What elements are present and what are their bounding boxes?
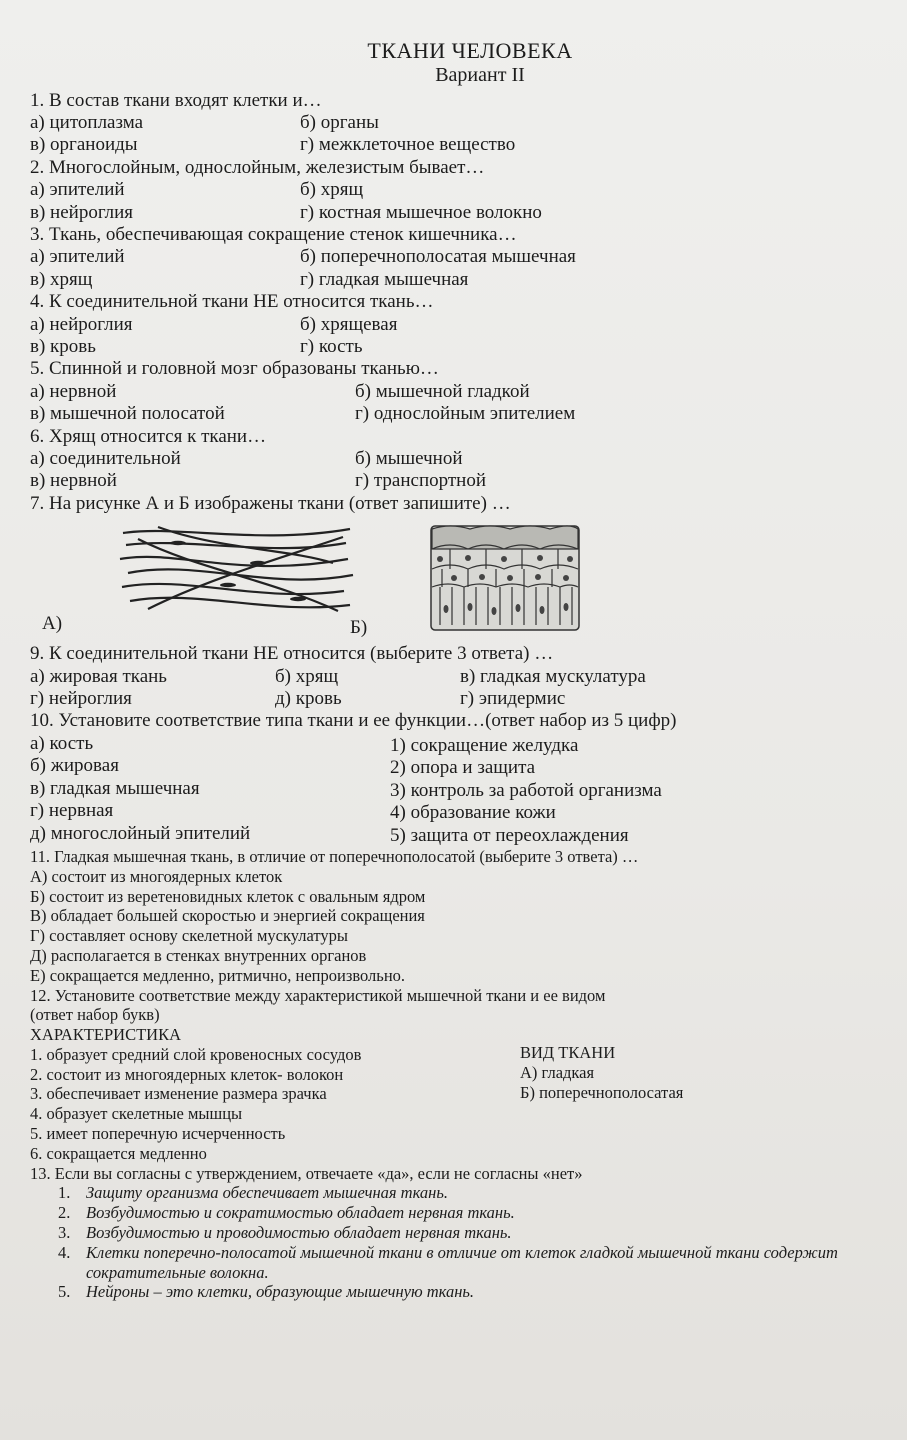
list-item: 5. имеет поперечную исчерченность — [30, 1124, 286, 1144]
q2-row2 — [30, 202, 850, 224]
option-v: в) хрящ — [30, 268, 93, 290]
option-a: а) эпителий — [30, 179, 125, 201]
list-item: 4. Клетки поперечно-полосатой мышечной ткани в отличие от клеток гладкой мышечной ткани содержит сократительные волокна. — [58, 1242, 838, 1282]
column-header: ВИД ТКАНИ — [520, 1043, 616, 1063]
option-b: б) хрящ — [300, 179, 364, 201]
question-4: 4. К соединительной ткани НЕ относится ткань… — [30, 291, 434, 313]
question-6: 6. Хрящ относится к ткани… — [30, 425, 267, 447]
list-item: 4) образование кожи — [390, 802, 556, 824]
option-v: в) органоиды — [30, 134, 138, 156]
tissue-figures — [30, 519, 850, 641]
option-g: г) костная мышечное волокно — [300, 201, 542, 223]
question-7: 7. На рисунке А и Б изображены ткани (ответ запишите) … — [30, 492, 511, 514]
option-b: б) хрящ — [275, 665, 339, 687]
question-10: 10. Установите соответствие типа ткани и ее функции…(ответ набор из 5 цифр) — [30, 710, 677, 732]
list-item: 2. состоит из многоядерных клеток- волокон — [30, 1064, 344, 1084]
option-a: а) эпителий — [30, 246, 125, 268]
question-11: 11. Гладкая мышечная ткань, в отличие от поперечнополосатой (выберите 3 ответа) … — [30, 846, 639, 866]
question-2: 2. Многослойным, однослойным, железистым бывает… — [30, 156, 485, 178]
q6-row1 — [30, 448, 850, 470]
figure-a-label: А) — [42, 612, 63, 634]
option-a: а) жировая ткань — [30, 665, 167, 687]
q12-characteristics — [30, 1025, 520, 1164]
option-b: б) мышечной — [355, 448, 463, 470]
question-13-block — [30, 1164, 850, 1303]
option-g: г) транспортной — [355, 470, 486, 492]
option-b: б) хрящевая — [300, 313, 398, 335]
option-a: а) нервной — [30, 380, 117, 402]
question-5: 5. Спинной и головной мозг образованы тканью… — [30, 358, 439, 380]
q10-functions — [390, 735, 662, 847]
option-v: в) нервной — [30, 470, 117, 492]
page-title: ТКАНИ ЧЕЛОВЕКА — [367, 38, 573, 63]
question-12-block — [30, 986, 850, 1164]
q2-row1 — [30, 179, 850, 201]
option-v: в) мышечной полосатой — [30, 403, 225, 425]
list-item: 3. обеспечивает изменение размера зрачка — [30, 1084, 327, 1104]
q12-matching — [30, 1025, 850, 1164]
list-item: Б) поперечнополосатая — [520, 1082, 684, 1102]
q5-row1 — [30, 381, 850, 403]
option-d: д) кровь — [275, 688, 342, 710]
list-item: 2. Возбудимостью и сократимостью обладает нервная ткань. — [58, 1203, 515, 1223]
list-item: г) нервная — [30, 800, 114, 822]
option-v: в) гладкая мускулатура — [460, 665, 646, 687]
list-item: 2) опора и защита — [390, 757, 536, 779]
question-12: 12. Установите соответствие между характеристикой мышечной ткани и ее видом — [30, 985, 606, 1005]
q10-matching — [30, 733, 850, 847]
option-g: г) межклеточное вещество — [300, 134, 516, 156]
option-g: г) кость — [300, 336, 363, 358]
list-item: 4. образует скелетные мышцы — [30, 1104, 243, 1124]
list-item: 6. сокращается медленно — [30, 1143, 207, 1163]
list-item: 5) защита от переохлаждения — [390, 824, 629, 846]
smooth-muscle-figure — [118, 519, 358, 619]
q3-row1 — [30, 246, 850, 268]
q5-row2 — [30, 403, 850, 425]
option-v: в) нейроглия — [30, 201, 134, 223]
list-item: Д) располагается в стенках внутренних органов — [30, 945, 367, 965]
question-11-block — [30, 847, 850, 986]
list-item: б) жировая — [30, 755, 119, 777]
option-b: б) органы — [300, 111, 379, 133]
list-item: 3) контроль за работой организма — [390, 779, 662, 801]
question-3: 3. Ткань, обеспечивающая сокращение стенок кишечника… — [30, 223, 517, 245]
list-item: Е) сокращается медленно, ритмично, непроизвольно. — [30, 965, 406, 985]
option-a: а) цитоплазма — [30, 111, 144, 133]
option-g: г) нейроглия — [30, 688, 132, 710]
list-item: 1. Защиту организма обеспечивает мышечная ткань. — [58, 1183, 448, 1203]
test-page — [30, 38, 850, 1302]
list-item: Б) состоит из веретеновидных клеток с овальным ядром — [30, 886, 426, 906]
question-9: 9. К соединительной ткани НЕ относится (выберите 3 ответа) … — [30, 643, 554, 665]
list-item: 1. образует средний слой кровеносных сосудов — [30, 1044, 362, 1064]
q12-tissue-types — [520, 1043, 683, 1164]
option-v: в) кровь — [30, 336, 96, 358]
variant-label: Вариант II — [435, 63, 525, 86]
list-item: В) обладает большей скоростью и энергией сокращения — [30, 906, 425, 926]
option-g: г) однослойным эпителием — [355, 403, 576, 425]
epithelium-figure — [430, 525, 580, 631]
list-item: А) состоит из многоядерных клеток — [30, 866, 283, 886]
list-item: 5. Нейроны – это клетки, образующие мышечную ткань. — [58, 1282, 475, 1302]
option-a: а) соединительной — [30, 448, 181, 470]
q3-row2 — [30, 269, 850, 291]
question-1: 1. В состав ткани входят клетки и… — [30, 89, 322, 111]
list-item: в) гладкая мышечная — [30, 777, 200, 799]
q4-row2 — [30, 336, 850, 358]
list-item: а) кость — [30, 732, 94, 754]
q9-row1 — [30, 666, 850, 688]
q4-row1 — [30, 314, 850, 336]
list-item: 1) сокращение желудка — [390, 734, 579, 756]
q10-tissues — [30, 733, 390, 847]
option-b: б) мышечной гладкой — [355, 380, 530, 402]
list-item: А) гладкая — [520, 1062, 595, 1082]
option-e: г) эпидермис — [460, 688, 566, 710]
option-b: б) поперечнополосатая мышечная — [300, 246, 576, 268]
question-13: 13. Если вы согласны с утверждением, отвечаете «да», если не согласны «нет» — [30, 1163, 583, 1183]
list-item: Г) составляет основу скелетной мускулатуры — [30, 926, 349, 946]
q9-row2 — [30, 688, 850, 710]
q6-row2 — [30, 470, 850, 492]
q1-row2 — [30, 134, 850, 156]
list-item: д) многослойный эпителий — [30, 822, 251, 844]
option-g: г) гладкая мышечная — [300, 268, 469, 290]
column-header: ХАРАКТЕРИСТИКА — [30, 1025, 181, 1045]
option-a: а) нейроглия — [30, 313, 133, 335]
list-item: 3. Возбудимостью и проводимостью обладает нервная ткань. — [58, 1223, 512, 1243]
q1-row1 — [30, 112, 850, 134]
question-12-note: (ответ набор букв) — [30, 1005, 160, 1025]
figure-b-label: Б) — [350, 616, 368, 638]
q13-statements — [30, 1183, 850, 1302]
